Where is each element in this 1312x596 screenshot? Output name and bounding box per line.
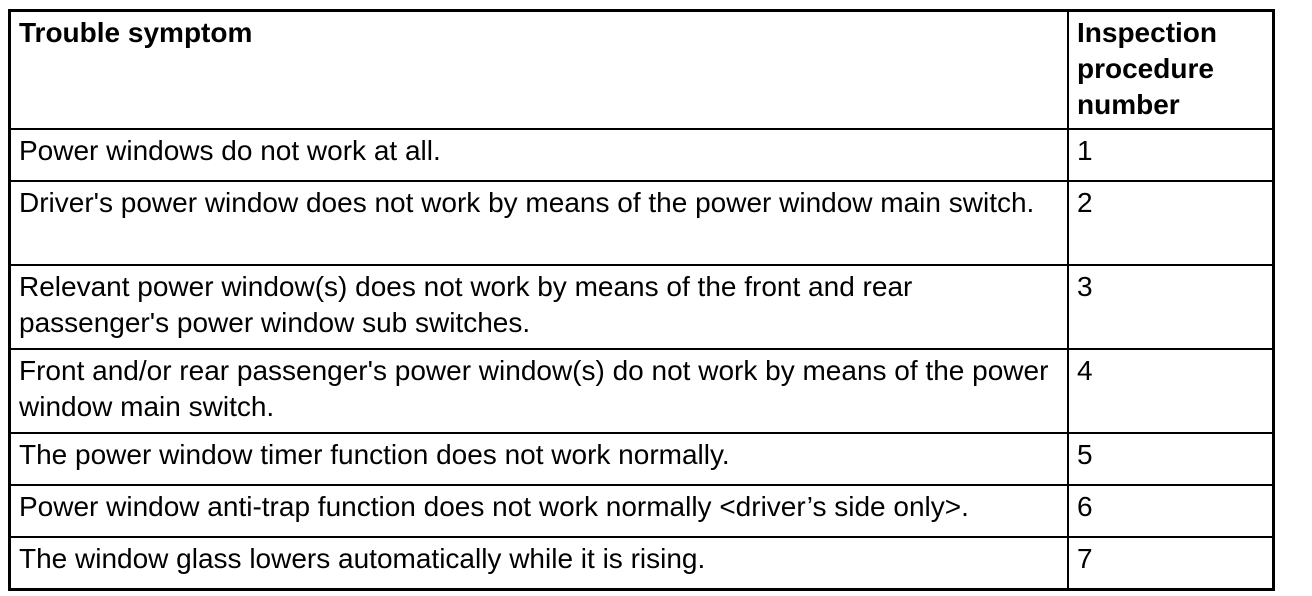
- table-row: [10, 349, 1273, 433]
- table-row: [10, 129, 1273, 181]
- symptom-cell: Relevant power window(s) does not work by means of the front and rear passenger's power window sub switches.: [10, 265, 1068, 349]
- header-trouble-symptom: Trouble symptom: [10, 11, 1068, 129]
- symptom-cell: The power window timer function does not work normally.: [10, 433, 1068, 485]
- trouble-symptom-table: [9, 10, 1274, 590]
- table-row: [10, 485, 1273, 537]
- symptom-cell: Power windows do not work at all.: [10, 129, 1068, 181]
- symptom-cell: Driver's power window does not work by means of the power window main switch.: [10, 181, 1068, 265]
- symptom-cell: Front and/or rear passenger's power window(s) do not work by means of the power window main switch.: [10, 349, 1068, 433]
- procedure-number-cell: 3: [1068, 265, 1273, 349]
- procedure-number-cell: 2: [1068, 181, 1273, 265]
- table-row: [10, 537, 1273, 589]
- table-row: [10, 181, 1273, 265]
- symptom-cell: The window glass lowers automatically while it is rising.: [10, 537, 1068, 589]
- header-inspection-procedure-number: Inspection procedure number: [1068, 11, 1273, 129]
- procedure-number-cell: 1: [1068, 129, 1273, 181]
- symptom-cell: Power window anti-trap function does not work normally <driver’s side only>.: [10, 485, 1068, 537]
- procedure-number-cell: 4: [1068, 349, 1273, 433]
- table-row: [10, 433, 1273, 485]
- procedure-number-cell: 7: [1068, 537, 1273, 589]
- procedure-number-cell: 6: [1068, 485, 1273, 537]
- table-row: [10, 265, 1273, 349]
- table-header-row: [10, 11, 1273, 129]
- procedure-number-cell: 5: [1068, 433, 1273, 485]
